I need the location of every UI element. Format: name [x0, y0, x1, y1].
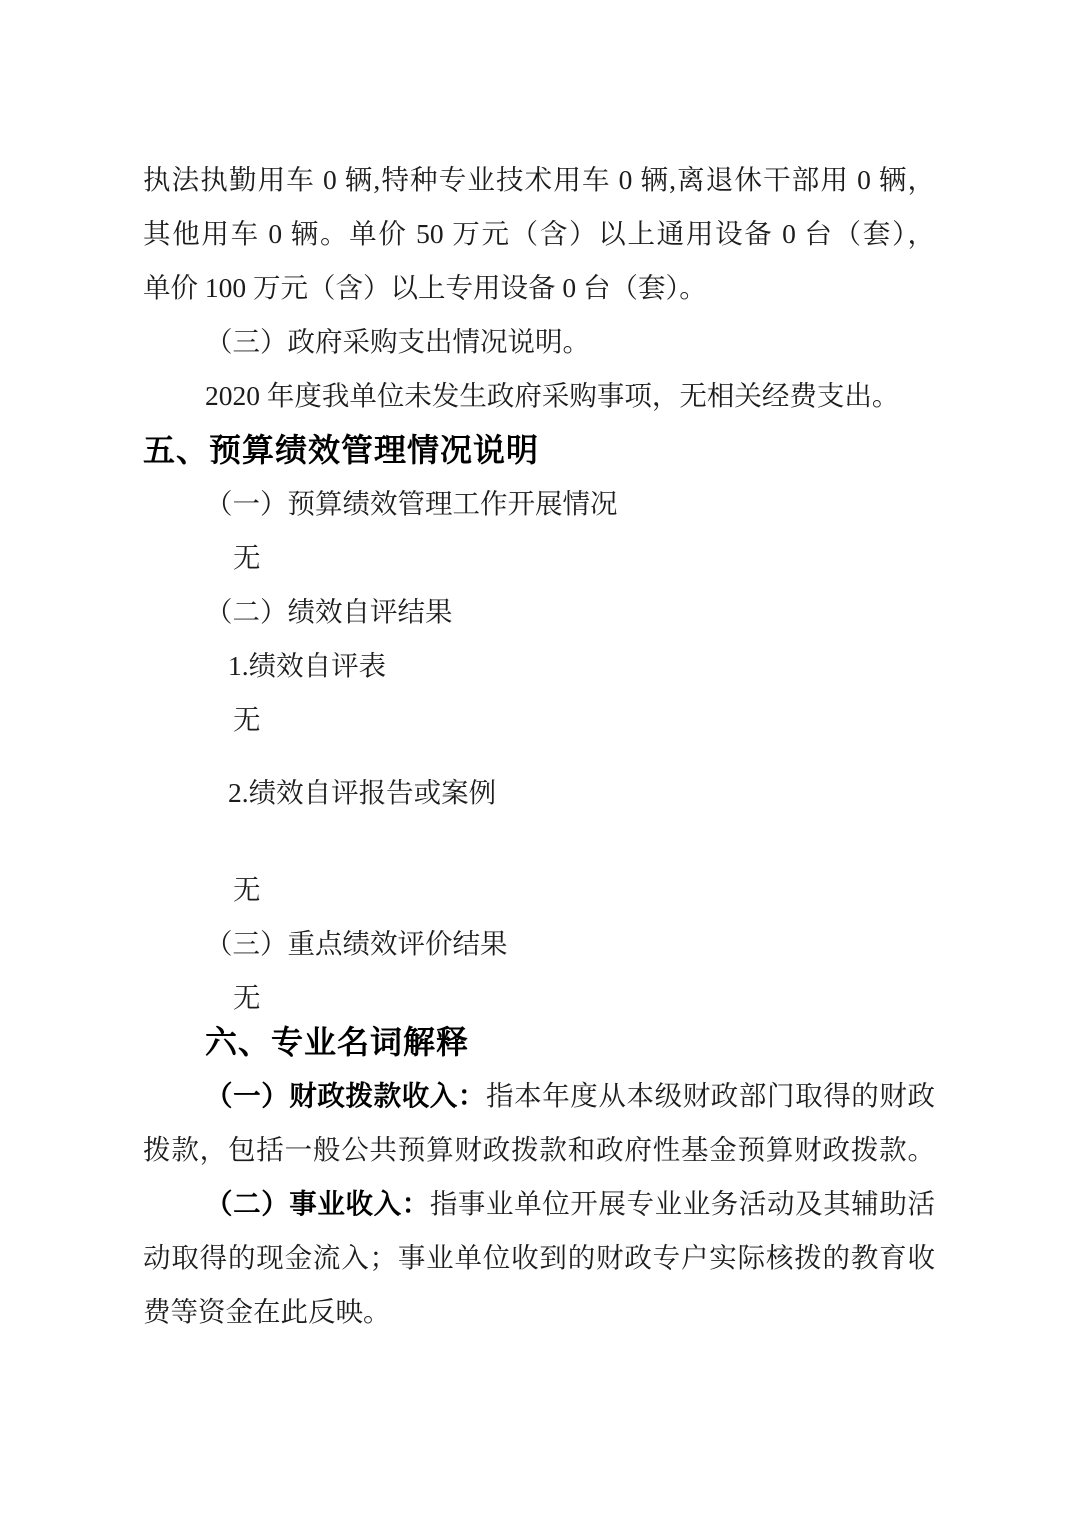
term-operational-income — [143, 1177, 935, 1231]
para-vehicles-line1: 执法执勤用车 0 辆,特种专业技术用车 0 辆,离退休干部用 0 辆， — [143, 164, 935, 195]
para-vehicles-line2: 其他用车 0 辆。单价 50 万元（含）以上通用设备 0 台（套）， — [143, 218, 935, 249]
document-body — [143, 153, 935, 1339]
item-1-self-eval-table: 1.绩效自评表 — [228, 650, 387, 681]
term-operational-income-lead: （二）事业收入： — [205, 1188, 430, 1219]
term-operational-income-continued-1: 动取得的现金流入；事业单位收到的财政专户实际核拨的教育收 — [143, 1242, 935, 1273]
para-gov-procurement-statement: 2020 年度我单位未发生政府采购事项，无相关经费支出。 — [205, 380, 900, 411]
item-2-self-eval-report: 2.绩效自评报告或案例 — [228, 777, 497, 808]
subheading-5-2-self-eval-results: （二）绩效自评结果 — [205, 596, 453, 627]
term-fiscal-appropriation-definition: 指本年度从本级财政部门取得的财政 — [486, 1080, 935, 1111]
text-none-3: 无 — [233, 874, 261, 905]
subheading-5-1-performance-work: （一）预算绩效管理工作开展情况 — [205, 488, 618, 519]
term-fiscal-appropriation-continued: 拨款，包括一般公共预算财政拨款和政府性基金预算财政拨款。 — [143, 1134, 935, 1165]
text-none-4: 无 — [233, 982, 261, 1013]
term-operational-income-continued-2: 费等资金在此反映。 — [143, 1296, 391, 1327]
term-fiscal-appropriation-lead: （一）财政拨款收入： — [205, 1080, 486, 1111]
subheading-gov-procurement: （三）政府采购支出情况说明。 — [205, 326, 590, 357]
para-vehicles-line3: 单价 100 万元（含）以上专用设备 0 台（套）。 — [143, 272, 707, 303]
text-none-1: 无 — [233, 542, 261, 573]
term-operational-income-definition: 指事业单位开展专业业务活动及其辅助活 — [429, 1188, 936, 1219]
text-none-2: 无 — [233, 704, 261, 735]
heading-section-6-terminology: 六、专业名词解释 — [205, 1024, 470, 1060]
subheading-5-3-key-eval-results: （三）重点绩效评价结果 — [205, 928, 508, 959]
term-fiscal-appropriation-income — [143, 1069, 935, 1123]
heading-section-5-budget-performance: 五、预算绩效管理情况说明 — [143, 432, 540, 468]
